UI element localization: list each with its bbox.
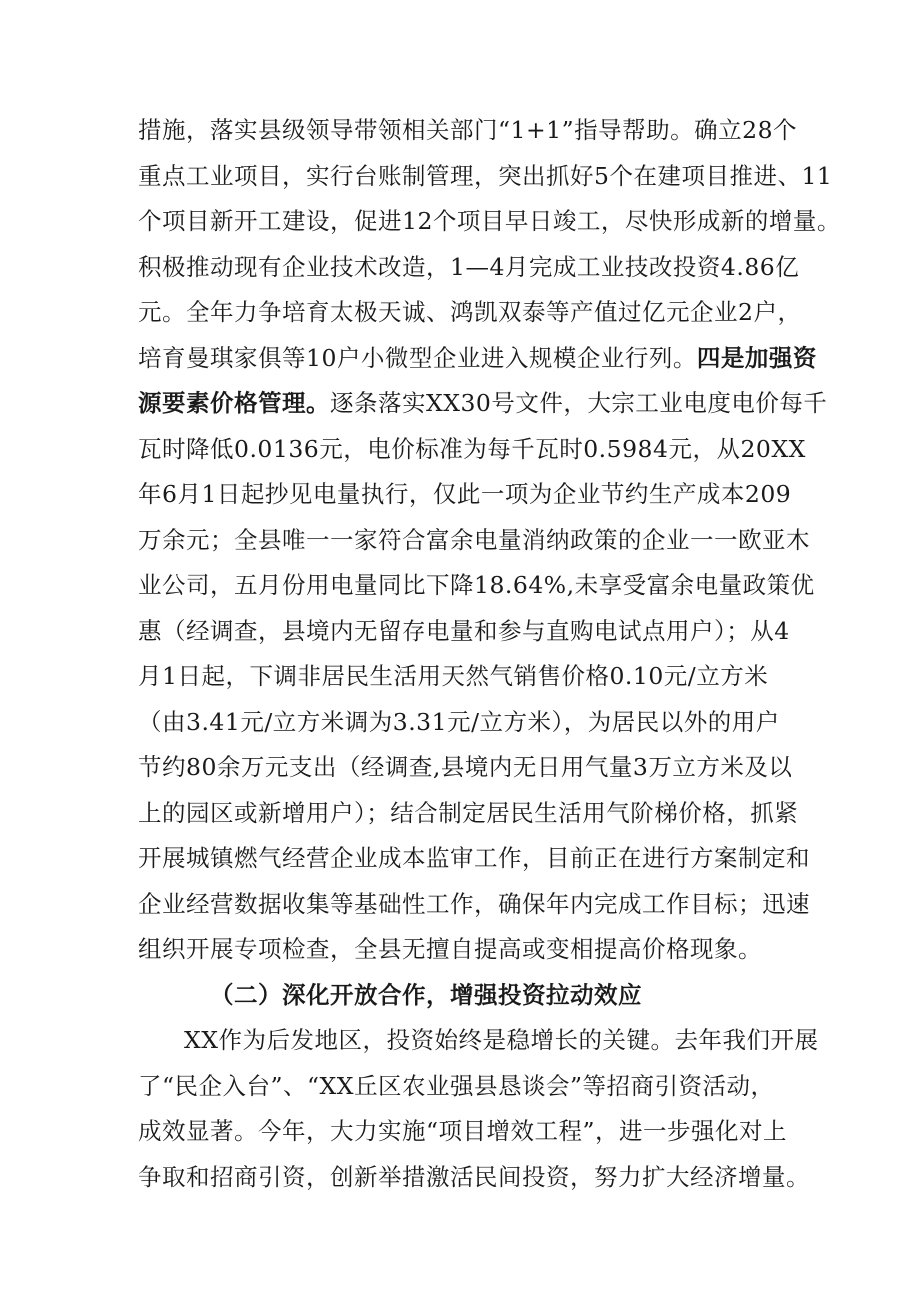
- text-line: 上的园区或新增用户）；结合制定居民生活用气阶梯价格，抓紧: [138, 798, 799, 827]
- text-line: 开展城镇燃气经营企业成本监审工作，目前正在进行方案制定和: [138, 844, 810, 872]
- text-line: 元。全年力争培育太极天诚、鸿凯双泰等产值过亿元企业2户，: [138, 298, 802, 326]
- text-line: 万余元；全县唯一一家符合富余电量消纳政策的企业一一欧亚木: [138, 525, 810, 554]
- text-line: 争取和招商引资，创新举措激活民间投资，努力扩大经济增量。: [138, 1162, 810, 1191]
- text-line: 月1日起，下调非居民生活用天然气销售价格0.10元/立方米: [138, 662, 769, 690]
- text-line: 个项目新开工建设，促进12个项目早日竣工，尽快形成新的增量。: [138, 207, 841, 235]
- text-line: 积极推动现有企业技术改造，1—4月完成工业技改投资4.86亿: [138, 252, 800, 281]
- text-line: 组织开展专项检查，全县无擅自提高或变相提高价格现象。: [138, 935, 762, 963]
- text-line: 业公司，五月份用电量同比下降18.64%,未享受富余电量政策优: [138, 571, 815, 599]
- text-segment: 逐条落实XX30号文件，大宗工业电度电价每千: [330, 389, 828, 417]
- text-line: 企业经营数据收集等基础性工作，确保年内完成工作目标；迅速: [138, 889, 810, 918]
- bold-phrase: 四是加强资: [696, 343, 817, 372]
- section-heading: （二）深化开放合作，增强投资拉动效应: [210, 980, 642, 1009]
- text-line: 年6月1日起抄见电量执行，仅此一项为企业节约生产成本209: [138, 480, 792, 508]
- text-line: 成效显著。今年，大力实施“项目增效工程”，进一步强化对上: [138, 1117, 788, 1145]
- text-line: 措施，落实县级领导带领相关部门“1+1”指导帮助。确立28个: [138, 116, 798, 144]
- text-line: （由3.41元/立方米调为3.31元/立方米），为居民以外的用户: [138, 707, 780, 736]
- text-line: XX作为后发地区，投资始终是稳增长的关键。去年我们开展: [184, 1026, 819, 1054]
- text-line: 了“民企入台”、“XX丘区农业强县恳谈会”等招商引资活动，: [138, 1071, 775, 1100]
- text-segment: 培育曼琪家俱等10户小微型企业进入规模企业行列。: [138, 343, 697, 372]
- text-line: [138, 336, 817, 382]
- text-line: [138, 381, 828, 427]
- text-line: 节约80余万元支出（经调查,县境内无日用气量3万立方米及以: [138, 753, 793, 781]
- text-line: 重点工业项目，实行台账制管理，突出抓好5个在建项目推进、11: [138, 161, 833, 190]
- bold-phrase: 源要素价格管理。: [138, 389, 330, 417]
- text-line: 瓦时降低0.0136元，电价标准为每千瓦时0.5984元，从20XX: [138, 434, 806, 463]
- document-body: [138, 108, 841, 1200]
- text-line: 惠（经调查，县境内无留存电量和参与直购电试点用户）；从4: [138, 616, 790, 645]
